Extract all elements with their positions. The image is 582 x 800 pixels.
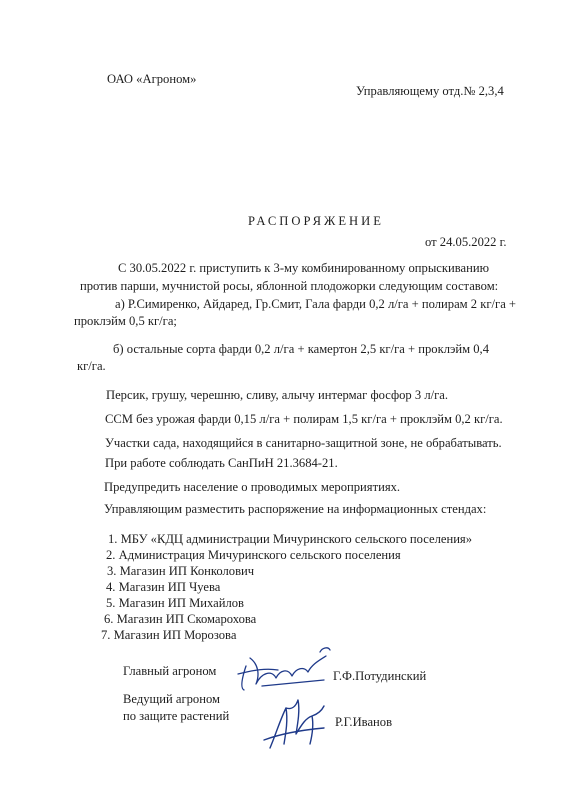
paragraph-peach: Персик, грушу, черешню, сливу, алычу интермаг фосфор 3 л/га. [106, 388, 449, 402]
document-title: РАСПОРЯЖЕНИЕ [248, 214, 384, 228]
item-b-line-2: кг/га. [77, 359, 106, 373]
list-item: 7. Магазин ИП Морозова [101, 628, 237, 642]
item-a-line-1: а) Р.Симиренко, Айдаред, Гр.Смит, Гала фарди 0,2 л/га + полирам 2 кг/га + [115, 297, 517, 311]
list-item: 4. Магазин ИП Чуева [106, 580, 221, 594]
lead-agronomist-title-line1: Ведущий агроном [123, 692, 220, 706]
item-b-line-1: б) остальные сорта фарди 0,2 л/га + камертон 2,5 кг/га + проклэйм 0,4 [113, 342, 489, 356]
lead-signature [262, 690, 342, 760]
intro-line-1: С 30.05.2022 г. приступить к 3-му комбинированному опрыскиванию [118, 261, 490, 275]
item-a-line-2: проклэйм 0,5 кг/га; [74, 314, 177, 328]
paragraph-zone: Участки сада, находящийся в санитарно-защитной зоне, не обрабатывать. [105, 436, 502, 450]
paragraph-warn: Предупредить население о проводимых мероприятиях. [104, 480, 401, 494]
chief-agronomist-name: Г.Ф.Потудинский [333, 669, 427, 683]
list-item: 3. Магазин ИП Конколович [107, 564, 255, 578]
lead-agronomist-name: Р.Г.Иванов [335, 715, 393, 729]
organization-name: ОАО «Агроном» [107, 72, 197, 86]
paragraph-post: Управляющим разместить распоряжение на информационных стендах: [104, 502, 487, 516]
list-item: 5. Магазин ИП Михайлов [106, 596, 245, 610]
intro-line-2: против парши, мучнистой росы, яблонной плодожорки следующим составом: [80, 279, 499, 293]
chief-agronomist-title: Главный агроном [123, 664, 217, 678]
paragraph-sanpin: При работе соблюдать СанПиН 21.3684-21. [105, 456, 338, 470]
recipient-line: Управляющему отд.№ 2,3,4 [356, 84, 504, 98]
list-item: 6. Магазин ИП Скомарохова [104, 612, 257, 626]
list-item: 2. Администрация Мичуринского сельского поселения [106, 548, 401, 562]
list-item: 1. МБУ «КДЦ администрации Мичуринского сельского поселения» [108, 532, 473, 546]
document-date: от 24.05.2022 г. [425, 235, 507, 249]
paragraph-ssm: ССМ без урожая фарди 0,15 л/га + полирам 1,5 кг/га + проклэйм 0,2 кг/га. [105, 412, 503, 426]
lead-agronomist-title-line2: по защите растений [123, 709, 230, 723]
